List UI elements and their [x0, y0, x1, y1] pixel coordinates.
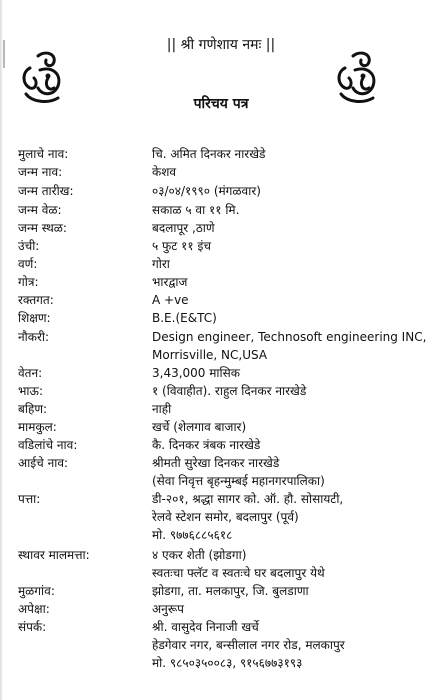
field-value: हेडगेवार नगर, बन्सीलाल नगर रोड, मलकापुर [152, 638, 345, 652]
field-label: भाऊ: [18, 384, 44, 398]
field-value: (सेवा निवृत्त बृहन्मुम्बई महानगरपालिका) [152, 474, 325, 488]
field-label: मुलाचे नाव: [18, 147, 69, 161]
field-value: बदलापूर ,ठाणे [152, 221, 215, 235]
field-value: Design engineer, Technosoft engineering INC, [152, 330, 427, 344]
biodata-row [0, 328, 442, 346]
field-value: अनुरूप [152, 602, 184, 616]
biodata-row [0, 564, 442, 582]
field-label: मुळगांव: [18, 584, 55, 598]
field-label: अपेक्षा: [18, 602, 50, 616]
field-label: गोत्र: [18, 275, 39, 289]
field-label: रक्तगत: [18, 293, 54, 307]
field-value: भारद्वाज [152, 275, 188, 289]
biodata-row [0, 346, 442, 364]
field-label: मामकुल: [18, 420, 57, 434]
field-label: उंची: [18, 239, 40, 253]
field-value: श्रीमती सुरेखा दिनकर नारखेडे [152, 456, 280, 470]
field-label: पत्ता: [18, 492, 41, 506]
field-value: झोडगा, ता. मलकापुर, जि. बुलडाणा [152, 584, 309, 598]
field-value: B.E.(E&TC) [152, 311, 217, 325]
biodata-row [0, 291, 442, 309]
field-label: नौकरी: [18, 330, 50, 344]
biodata-row [0, 436, 442, 454]
biodata-row [0, 255, 442, 273]
field-value: डी-२०१, श्रद्धा सागर को. ऑ. हौ. सोसायटी, [152, 492, 344, 506]
field-value: १ (विवाहीत). राहुल दिनकर नारखेडे [152, 384, 307, 398]
biodata-row [0, 472, 442, 490]
field-label: आईचे नाव: [18, 456, 69, 470]
field-label: वेतन: [18, 366, 43, 380]
biodata-row [0, 182, 442, 200]
biodata-row [0, 309, 442, 327]
biodata-row [0, 219, 442, 237]
field-value: नाही [152, 402, 172, 416]
biodata-row [0, 273, 442, 291]
biodata-row [0, 454, 442, 472]
biodata-row [0, 382, 442, 400]
field-value: कै. दिनकर त्रंबक नारखेडे [152, 438, 261, 452]
biodata-row [0, 546, 442, 564]
field-value: सकाळ ५ वा ११ मि. [152, 203, 240, 217]
field-value: A +ve [152, 293, 189, 307]
field-value: श्री. वासुदेव निनाजी खर्चे [152, 620, 259, 634]
field-value: गोरा [152, 257, 170, 271]
biodata-row [0, 618, 442, 636]
field-label: स्थावर मालमत्ता: [18, 548, 90, 562]
field-value: खर्चे (शेलगाव बाजार) [152, 420, 247, 434]
field-value: 3,43,000 मासिक [152, 366, 240, 380]
biodata-row [0, 400, 442, 418]
biodata-row [0, 145, 442, 163]
field-label: वर्ण: [18, 257, 38, 271]
field-value: रेलवे स्टेशन समोर, बदलापुर (पूर्व) [152, 510, 299, 524]
field-value: केशव [152, 165, 177, 179]
document-title: परिचय पत्र [193, 96, 249, 112]
invocation-header: || श्री गणेशाय नमः || [166, 37, 276, 53]
field-label: जन्म वेळ: [18, 203, 62, 217]
biodata-row [0, 364, 442, 382]
field-value: मो. ९८५०३५००८३, ९१५६७७३१९३ [152, 656, 303, 670]
field-label: जन्म स्थळ: [18, 221, 67, 235]
biodata-row [0, 418, 442, 436]
field-label: शिक्षण: [18, 311, 51, 325]
field-label: संपर्क: [18, 620, 47, 634]
field-value: ५ फुट ११ इंच [152, 239, 211, 253]
field-value: मो. ९७७६८८५६१८ [152, 528, 233, 542]
field-value: चि. अमित दिनकर नारखेडे [152, 147, 266, 161]
biodata-row [0, 508, 442, 526]
biodata-row [0, 526, 442, 544]
biodata-row [0, 654, 442, 672]
field-value: स्वतःचा फ्लॅट व स्वतःचे घर बदलापुर येथे [152, 566, 325, 580]
biodata-row [0, 201, 442, 219]
biodata-row [0, 490, 442, 508]
biodata-row [0, 636, 442, 654]
biodata-row [0, 237, 442, 255]
field-value: Morrisville, NC,USA [152, 348, 268, 362]
biodata-row [0, 163, 442, 181]
field-label: बहिण: [18, 402, 48, 416]
biodata-row [0, 600, 442, 618]
field-label: वडिलांचे नाव: [18, 438, 78, 452]
field-label: जन्म तारीख: [18, 184, 74, 198]
biodata-row [0, 582, 442, 600]
field-value: ०३/०४/१९९० (मंगळवार) [152, 184, 261, 198]
field-value: ४ एकर शेती (झोडगा) [152, 548, 247, 562]
field-label: जन्म नाव: [18, 165, 63, 179]
